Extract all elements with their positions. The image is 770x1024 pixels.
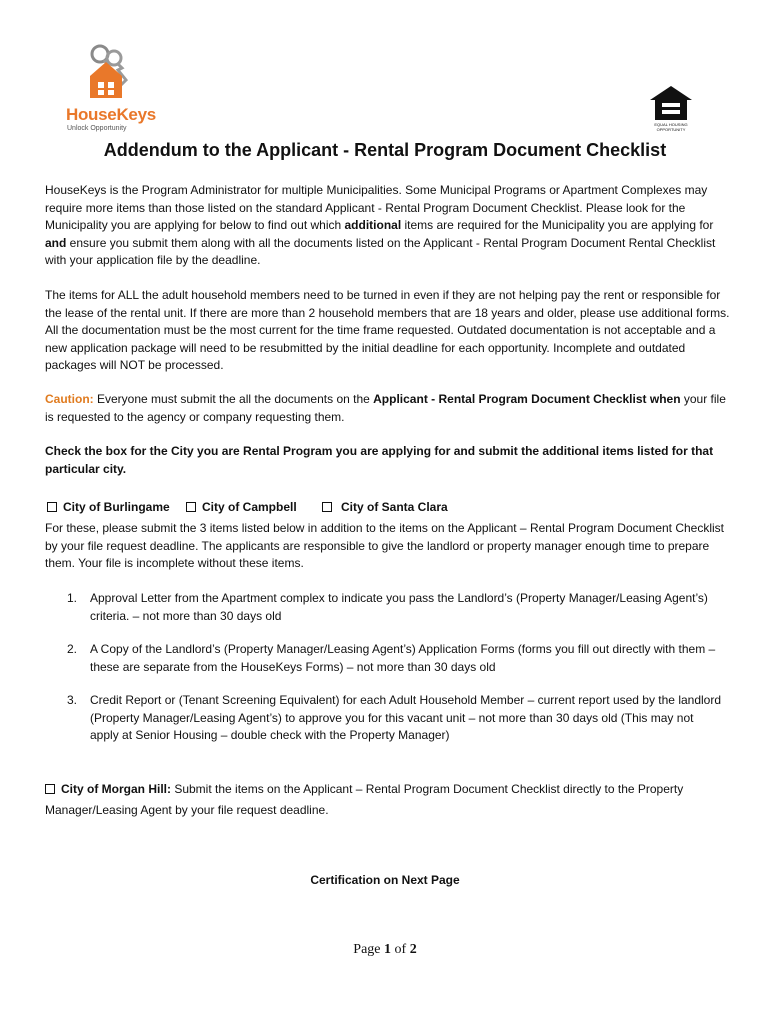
morgan-hill-label: City of Morgan Hill: [61,782,171,796]
caution-label: Caution: [45,392,94,406]
checkbox-campbell[interactable]: City of Campbell [186,500,297,514]
logo-tagline: Unlock Opportunity [67,125,127,132]
checkbox-burlingame[interactable]: City of Burlingame [47,500,170,514]
morgan-hill-section: City of Morgan Hill: Submit the items on the Applicant – Rental Program Document Checklist directly to the Property Manager/Leasing Agent by your file request deadline. [45,782,684,817]
checkbox-icon[interactable] [47,502,57,512]
equal-housing-icon [648,84,694,122]
intro-paragraph: HouseKeys is the Program Administrator for multiple Municipalities. Some Municipal Programs or Apartment Complexes may require more items than those listed on the standard Applicant - Rental Program Document Checklist. Please look for the Municipality you are applying for below to find out which additional items are required for the Municipality you are applying for and ensure you submit them along with all the documents listed on the Applicant - Rental Program Document Rental Checklist with your application file by the deadline. [45,183,716,267]
page-number: Page 1 of 2 [353,942,417,957]
instruction-paragraph: Check the box for the City you are Rental Program you are applying for and submit the additional items listed for that particular city. [45,444,714,476]
document-page: HouseKeys Unlock Opportunity EQUAL HOUSING OPPORTUNITY Addendum to the Applicant - Rental Program Document Checklist HouseKeys is the Program Administrator for multiple Municipalities. Some Municipal Programs or Apartment Complexes may require more items than those listed on the standard Applicant - Rental Program Document Checklist. Please look for the Municipality you are applying for below to find out which additional items are required for the Municipality you are applying for and ensure you submit them along with all the documents listed on the Applicant - Rental Program Document Rental Checklist with your application file by the deadline. The items for ALL the adult household members need to be turned in even if they are not helping pay the rent or responsible for the lease of the rental unit. If there are more than 2 household members that are 18 years and older, please use additional forms. All the documentation must be the most current for the time frame requested. Outdated documentation is not acceptable and a new application package will need to be resubmitted by the initial deadline for each opportunity. Incomplete and outdated packages will NOT be processed. Caution: Everyone must submit the all the documents on the Applicant - Rental Program Document Checklist when your file is requested to the agency or company requesting them. Check the box for the City you are Rental Program you are applying for and submit the additional items listed for that particular city. City of Burlingame City of Campbell City of Santa Clara For these, please submit the 3 items listed below in addition to the items on the Applicant – Rental Program Document Checklist by your file request deadline. The applicants are responsible to give the landlord or property manager enough time to prepare them. Your file is incomplete without these items. 1. Approval Letter from the Apartment complex to indicate you pass the Landlord’s (Property Manager/Leasing Agent’s) criteria. – not more than 30 days old 2. A Copy of the Landlord’s (Property Manager/Leasing Agent’s) Application Forms (forms you fill out directly with them – these are separate from the HouseKeys Forms) – not more than 30 days old 3. Credit Report or (Tenant Screening Equivalent) for each Adult Household Member – current report used by the landlord (Property Manager/Leasing Agent’s) to approve you for this vacant unit – not more than 30 days old (This may not apply at Senior Housing – double check with the Property Manager) City of Morgan Hill: Submit the items on the Applicant – Rental Program Document Checklist directly to the Property Manager/Leasing Agent by your file request deadline. Certification on Next Page Page 1 of 2 [0,0,770,1024]
caution-paragraph: Caution: Everyone must submit the all the documents on the Applicant - Rental Program Document Checklist when your file is requested to the agency or company requesting them. [45,392,726,424]
certification-note: Certification on Next Page [310,873,460,887]
checkbox-icon[interactable] [322,502,332,512]
checkbox-icon[interactable] [186,502,196,512]
equal-housing-logo [648,84,694,134]
equal-housing-label: EQUAL HOUSING OPPORTUNITY [654,122,688,132]
housekeys-logo [60,42,180,134]
household-paragraph: The items for ALL the adult household members need to be turned in even if they are not helping pay the rent or responsible for the lease of the rental unit. If there are more than 2 household members that are 18 years and older, please use additional forms. All the documentation must be the most current for the time frame requested. Outdated documentation is not acceptable and a new application package will need to be resubmitted by the initial deadline for each opportunity. Incomplete and outdated packages will NOT be processed. [45,288,730,372]
house-key-icon [60,42,180,106]
document-title: Addendum to the Applicant - Rental Program Document Checklist [103,140,667,160]
logo-name: HouseKeys [66,105,156,124]
checkbox-santa-clara[interactable]: City of Santa Clara [322,500,448,514]
cities-note: For these, please submit the 3 items listed below in addition to the items on the Applicant – Rental Program Document Checklist by your file request deadline. The applicants are responsible to give the landlord or property manager enough time to prepare them. Your file is incomplete without these items. [45,521,725,570]
checkbox-morgan-hill[interactable] [45,784,55,794]
